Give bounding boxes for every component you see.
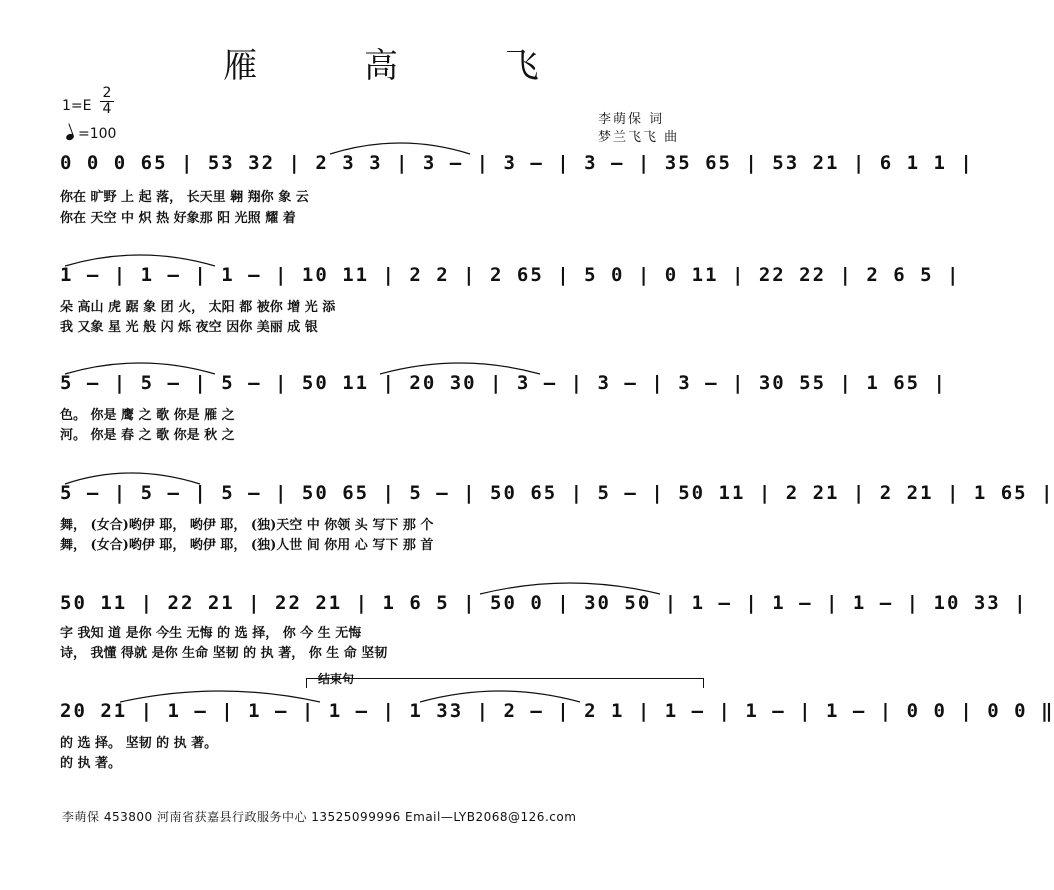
lyric-line-5-verse-2: 诗， 我懂 得就 是你 生命 坚韧 的 执 著， 你 生 命 坚韧 <box>60 646 388 661</box>
ending-label: 结束句 <box>318 672 355 686</box>
time-signature-top: 2 <box>102 85 112 101</box>
lyric-line-1-verse-2: 你在 天空 中 炽 热 好象那 阳 光照 耀 着 <box>60 211 296 226</box>
slur-8 <box>420 691 580 702</box>
lyric-line-4-verse-1: 舞， (女合)哟伊 耶， 哟伊 耶， (独)天空 中 你领 头 写下 那 个 <box>60 518 434 533</box>
score-row-2: 1 – | 1 – | 1 – | 10 11 | 2 2 | 2 65 | 5 0 | 0 11 | 22 22 | 2 6 5 | <box>60 264 961 286</box>
lyric-line-2-verse-1: 朵 高山 虎 踞 象 团 火， 太阳 都 被你 增 光 添 <box>60 300 336 315</box>
composer-credit: 梦兰飞飞 曲 <box>598 130 680 145</box>
slur-2 <box>65 255 215 266</box>
slur-5 <box>65 473 200 484</box>
slur-3 <box>65 363 215 374</box>
slur-1 <box>330 143 470 154</box>
page-title: 雁 高 飞 <box>223 46 587 86</box>
lyric-line-2-verse-2: 我 又象 星 光 般 闪 烁 夜空 因你 美丽 成 银 <box>60 320 318 335</box>
score-row-6: 20 21 | 1 – | 1 – | 1 – | 1 33 | 2 – | 2 1 | 1 – | 1 – | 1 – | 0 0 | 0 0 ‖ <box>60 700 1054 722</box>
slur-6 <box>480 583 660 594</box>
lyric-line-3-verse-2: 河。 你是 春 之 歌 你是 秋 之 <box>60 428 235 443</box>
score-row-5: 50 11 | 22 21 | 22 21 | 1 6 5 | 50 0 | 30 50 | 1 – | 1 – | 1 – | 10 33 | <box>60 592 1028 614</box>
footer-contact: 李萌保 453800 河南省获嘉县行政服务中心 13525099996 Email—LYB2068@126.com <box>62 810 577 824</box>
key-signature: 1=E <box>62 98 92 114</box>
slur-7 <box>120 691 320 702</box>
lyric-line-3-verse-1: 色。 你是 鹰 之 歌 你是 雁 之 <box>60 408 235 423</box>
slur-4 <box>380 363 540 374</box>
time-signature-bottom: 4 <box>102 101 112 117</box>
lyric-line-1-verse-1: 你在 旷野 上 起 落， 长天里 翱 翔你 象 云 <box>60 190 309 205</box>
score-row-4: 5 – | 5 – | 5 – | 50 65 | 5 – | 50 65 | 5 – | 50 11 | 2 21 | 2 21 | 1 65 | <box>60 482 1054 504</box>
lyric-line-4-verse-2: 舞， (女合)哟伊 耶， 哟伊 耶， (独)人世 间 你用 心 写下 那 首 <box>60 538 434 553</box>
lyricist-credit: 李萌保 词 <box>598 112 665 127</box>
lyric-line-5-verse-1: 字 我知 道 是你 今生 无悔 的 选 择， 你 今 生 无悔 <box>60 626 362 641</box>
lyric-line-6-verse-2: 的 执 著。 <box>60 756 122 771</box>
tempo-value: =100 <box>78 126 117 142</box>
score-row-3: 5 – | 5 – | 5 – | 50 11 | 20 30 | 3 – | 3 – | 3 – | 30 55 | 1 65 | <box>60 372 947 394</box>
lyric-line-6-verse-1: 的 选 择。 坚韧 的 执 著。 <box>60 736 218 751</box>
score-row-1: 0 0 0 65 | 53 32 | 2 3 3 | 3 – | 3 – | 3 – | 35 65 | 53 21 | 6 1 1 | <box>60 152 974 174</box>
